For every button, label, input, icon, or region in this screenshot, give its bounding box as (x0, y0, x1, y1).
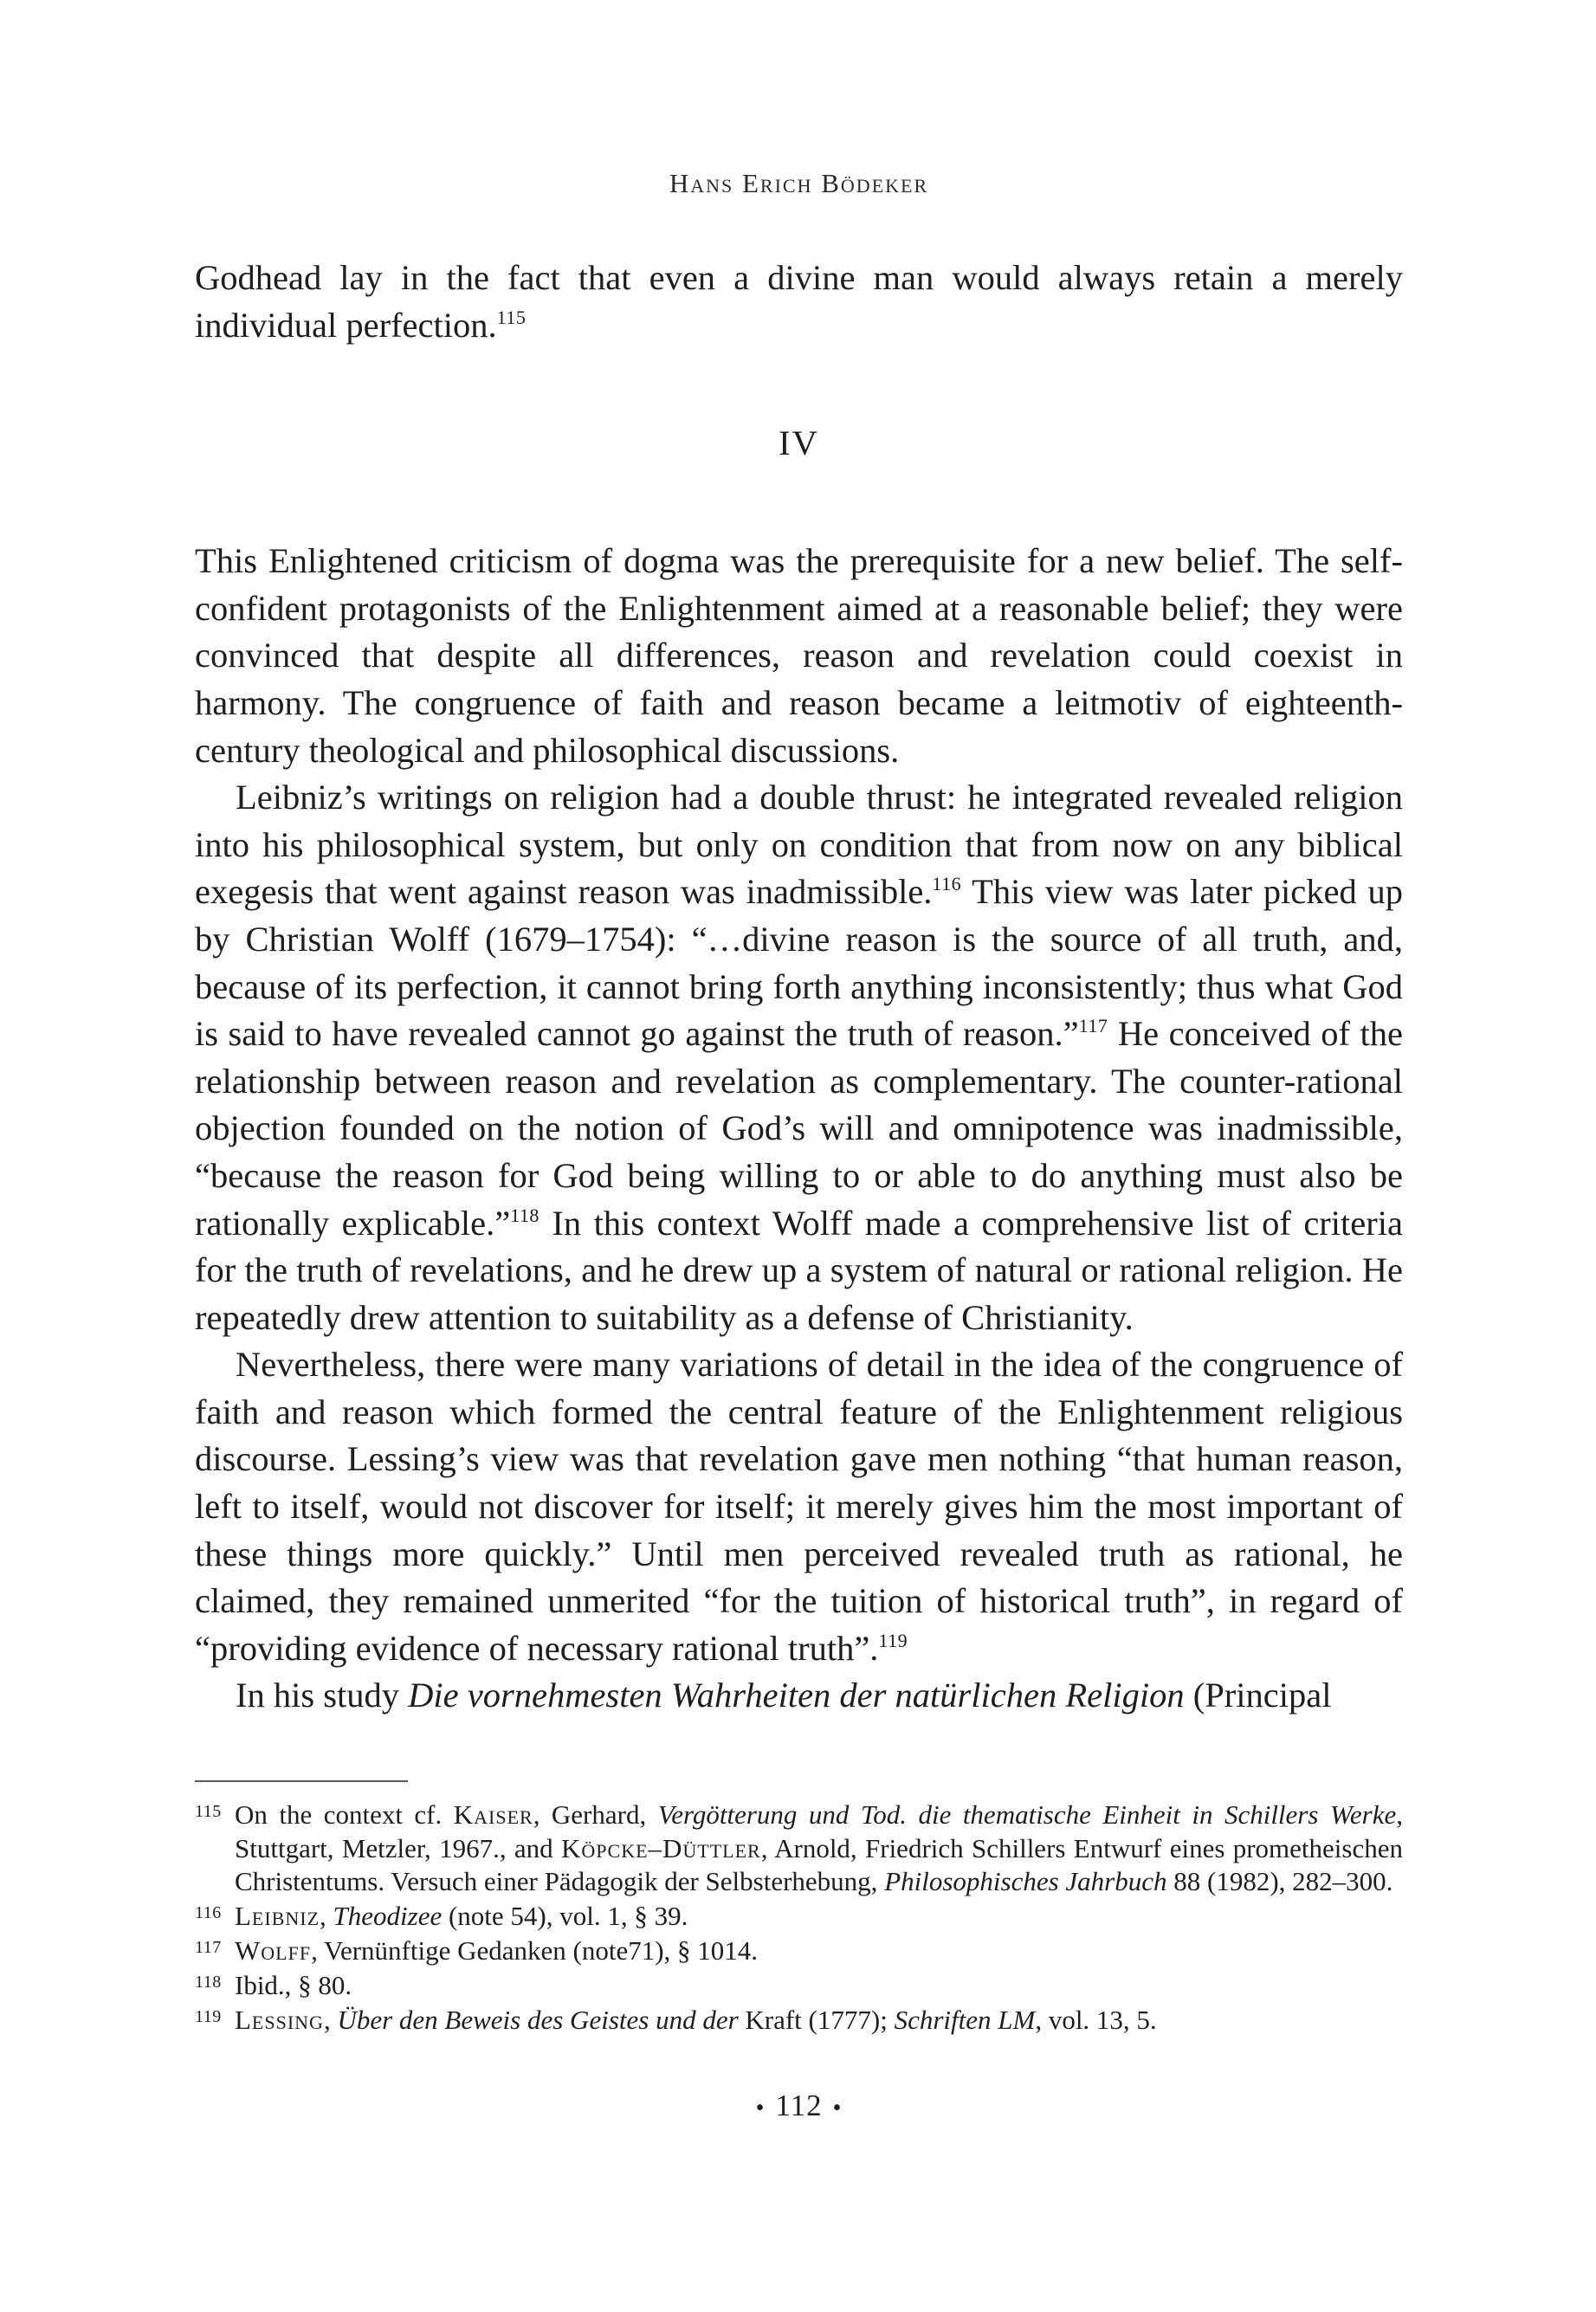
paragraph-text: Godhead lay in the fact that even a divine man would always retain a merely individual perfection. (195, 258, 1403, 345)
book-title: Die vornehmesten Wahrheiten der natürlichen Religion (408, 1676, 1185, 1715)
paragraph (195, 1341, 1403, 1672)
paragraph (195, 1672, 1403, 1720)
footnote-ref-117[interactable]: 117 (1078, 1015, 1108, 1037)
paragraph-text: This view was later picked up by Christian Wolff (1679–1754): “…divine reason is the source of all truth, and, because of its perfection, it cannot bring forth anything inconsistently; thus what God is said to have revealed cannot go against the truth of reason.” (195, 872, 1403, 1054)
footnote-ref-115[interactable]: 115 (496, 306, 527, 328)
footnote-number: 119 (195, 2007, 222, 2026)
author-name: Köpcke–Düttler (561, 1832, 761, 1863)
bullet-left: • (755, 2095, 766, 2121)
footnote-segment: , Gerhard, (533, 1799, 658, 1830)
footnote-ref-119[interactable]: 119 (878, 1629, 908, 1651)
footnote-ref-118[interactable]: 118 (510, 1204, 540, 1226)
footnote-segment: (note 54), vol. 1, § 39. (442, 1901, 688, 1931)
footnote-segment: 88 (1982), 282–300. (1166, 1866, 1393, 1896)
paragraph-continued (195, 255, 1403, 349)
author-name: Lessing (235, 2005, 324, 2035)
work-title: Schriften LM (894, 2005, 1036, 2035)
work-title: Vergötterung und Tod. die thematische Einheit in Schillers Werke (657, 1799, 1397, 1830)
footnote-segment: , Stuttgart, Metzler, 1967., and (235, 1799, 1403, 1863)
main-text (195, 255, 1403, 1720)
footnote-segment: , Arnold, Friedrich Schillers Entwurf eines prometheischen Christentums. Versuch einer Pädagogik der Selbsterhebung, (235, 1832, 1403, 1896)
footnote-text (235, 1799, 1403, 1899)
footnotes (195, 1799, 1403, 2038)
paragraph-text: Nevertheless, there were many variations of detail in the idea of the congruence of faith and reason which formed the central feature of the Enlightenment religious discourse. Lessing’s view was that revelation gave men nothing “that human reason, left to itself, would not discover for itself; it merely gives him the most important of these things more quickly.” Until men perceived revealed truth as rational, he claimed, they remained unmerited “for the tuition of historical truth”, in regard of “providing evidence of necessary rational truth”. (195, 1345, 1403, 1668)
footnote-text (235, 2004, 1403, 2038)
footnote-segment: Kraft (1777); (738, 2005, 895, 2035)
footnote-number: 115 (195, 1802, 222, 1821)
footnote-117 (195, 1934, 1403, 1968)
footnote-segment: , (320, 1901, 333, 1931)
footnote-119 (195, 2004, 1403, 2038)
paragraph-text: Leibniz’s writings on religion had a double thrust: he integrated revealed religion into his philosophical system, but only on condition that from now on any biblical exegesis that went against reason was inadmissible. (195, 778, 1403, 912)
work-title: Philosophisches Jahrbuch (884, 1866, 1167, 1896)
footnote-rule (195, 1780, 408, 1782)
footnote-ref-116[interactable]: 116 (932, 873, 962, 895)
section-heading: IV (779, 423, 819, 463)
footnote-segment: , vol. 13, 5. (1035, 2005, 1157, 2035)
paragraph (195, 538, 1403, 774)
footnote-number: 116 (195, 1903, 222, 1922)
footnote-text (235, 1900, 1403, 1934)
footnote-segment: , Vernünftige Gedanken (note71), § 1014. (311, 1935, 759, 1966)
paragraph-text: In this context Wolff made a comprehensive list of criteria for the truth of revelations, and he drew up a system of natural or rational religion. He repeatedly drew attention to suitability as a defense of Christianity. (195, 1203, 1403, 1337)
book-page (195, 0, 1403, 2312)
footnote-116 (195, 1900, 1403, 1934)
paragraph (195, 774, 1403, 1341)
paragraph-text: (Principal (1184, 1676, 1332, 1715)
footnote-text (235, 1934, 1403, 1968)
author-name: Wolff (235, 1935, 312, 1966)
page-number-value: 112 (775, 2089, 823, 2122)
work-title: Über den Beweis des Geistes und der (337, 2005, 739, 2035)
page-number (195, 2089, 1403, 2123)
footnote-118 (195, 1969, 1403, 2003)
footnote-segment: On the context cf. (235, 1799, 454, 1830)
paragraph-text: This Enlightened criticism of dogma was the prerequisite for a new belief. The self-confident protagonists of the Enlightenment aimed at a reasonable belief; they were convinced that despite all differences, reason and revelation could coexist in harmony. The congruence of faith and reason became a leitmotiv of eighteenth-century theological and philosophical discussions. (195, 541, 1403, 770)
footnote-segment: Ibid., § 80. (235, 1970, 352, 2000)
author-name: Kaiser (453, 1799, 533, 1830)
footnote-segment: , (323, 2005, 338, 2035)
work-title: Theodizee (333, 1901, 443, 1931)
footnote-115 (195, 1799, 1403, 1899)
footnote-number: 118 (195, 1973, 222, 1992)
footnote-text (235, 1969, 1403, 2003)
paragraph-text: He conceived of the relationship between reason and revelation as complementary. The counter-rational objection founded on the notion of God’s will and omnipotence was inadmissible, “because the reason for God being willing to or able to do anything must also be rationally explicable.” (195, 1014, 1403, 1243)
footnote-number: 117 (195, 1938, 222, 1957)
author-name: Leibniz (235, 1901, 320, 1931)
bullet-right: • (832, 2095, 843, 2121)
paragraph-text: In his study (236, 1676, 409, 1715)
running-head: Hans Erich Bödeker (669, 168, 929, 198)
